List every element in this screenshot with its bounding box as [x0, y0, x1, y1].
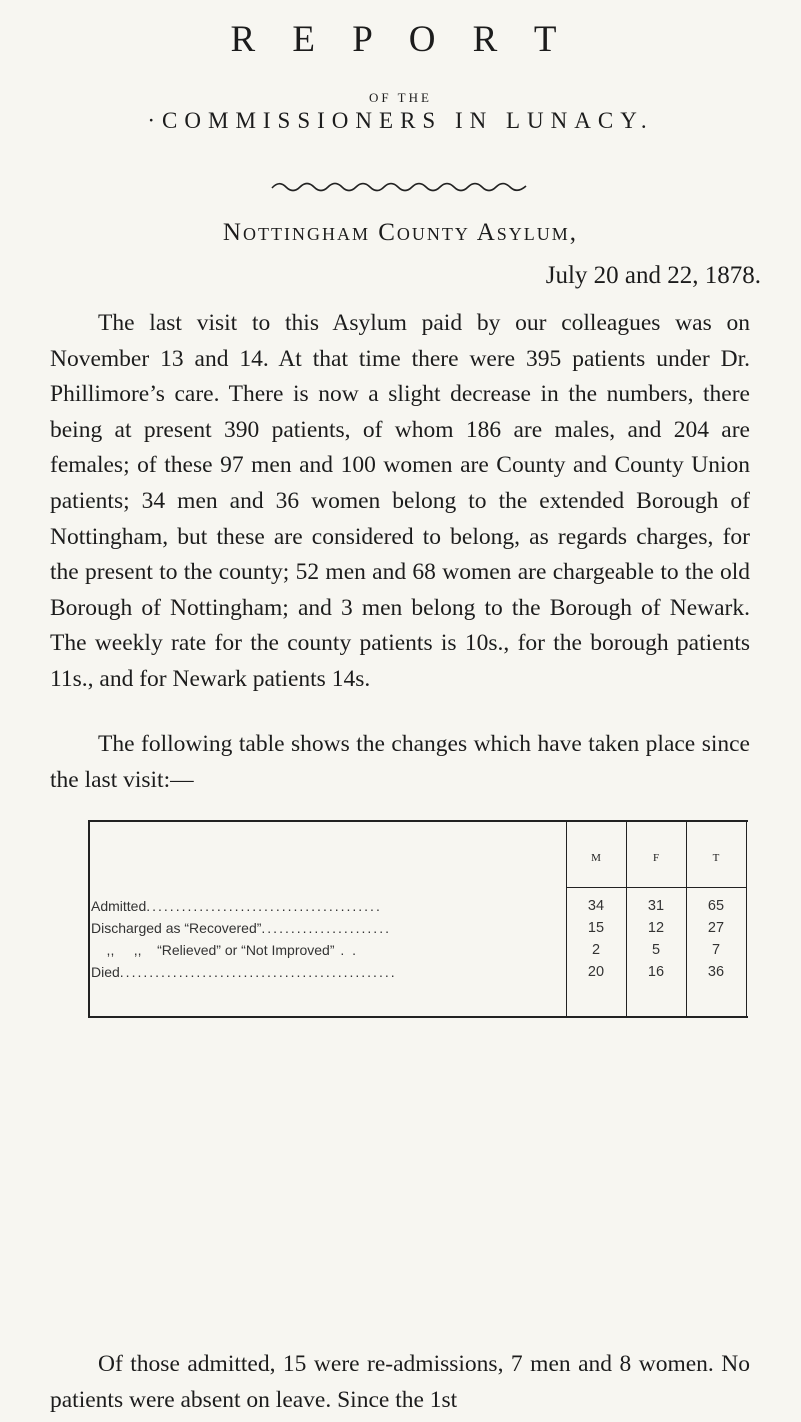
row-label-text: Discharged as “Recovered”: [91, 920, 262, 936]
table-top-rule: [88, 820, 748, 822]
table-row-label: [91, 898, 382, 914]
cell-died-m: 20: [587, 964, 605, 980]
visit-date: July 20 and 22, 1878.: [545, 262, 761, 289]
leader-dots: ...............................................: [119, 964, 397, 980]
row-label-text: Died: [91, 964, 120, 980]
cell-relieved-f: 5: [651, 942, 661, 958]
cell-admitted-f: 31: [647, 898, 665, 914]
row-label-text: ,, ,, “Relieved” or “Not Improved”: [91, 942, 335, 958]
table-row-label: [91, 964, 397, 980]
table-row-label: [91, 920, 391, 936]
paragraph-table-intro: The following table shows the changes which have taken place since the last visit:—: [50, 731, 750, 793]
column-header-t: T: [712, 852, 720, 864]
column-header-m: M: [591, 852, 601, 864]
leader-dots: ......................: [261, 920, 391, 936]
table-left-rule: [88, 820, 90, 1017]
table-divider-m-f: [626, 820, 627, 1017]
cell-died-f: 16: [647, 964, 665, 980]
table-row-label: [91, 942, 358, 958]
table-divider-f-t: [686, 820, 687, 1017]
table-right-rule: [746, 820, 747, 1017]
leader-dots: . .: [334, 942, 359, 958]
column-header-f: F: [652, 852, 660, 864]
row-label-text: Admitted: [91, 898, 147, 914]
cell-recovered-t: 27: [707, 920, 725, 936]
cell-recovered-f: 12: [647, 920, 665, 936]
cell-recovered-m: 15: [587, 920, 605, 936]
cell-admitted-m: 34: [587, 898, 605, 914]
table-bottom-rule: [88, 1016, 748, 1018]
cell-relieved-m: 2: [591, 942, 601, 958]
leader-dots: ........................................: [146, 898, 382, 914]
commissioners-heading: ·COMMISSIONERS IN LUNACY.: [147, 108, 654, 133]
wavy-rule-ornament: [270, 178, 530, 192]
table-header-rule: [566, 887, 746, 888]
report-title: R E P O R T: [230, 19, 571, 60]
changes-table: [88, 820, 748, 1018]
paragraph-readmissions: Of those admitted, 15 were re-admissions, 7 men and 8 women. No patients were absent on leave. Since the 1st: [50, 1351, 750, 1413]
paragraph-visit-summary: The last visit to this Asylum paid by our colleagues was on November 13 and 14. At that time there were 395 patients under Dr. Phillimore’s care. There is now a slight decrease in the numbers, there being at present 390 patients, of whom 186 are males, and 204 are females; of these 97 men and 100 women are County and County Union patients; 34 men and 36 women belong to the extended Borough of Nottingham, but these are considered to belong, as regards charges, for the present to the county; 52 men and 68 women are chargeable to the old Borough of Nottingham; and 3 men belong to the Borough of Newark. The weekly rate for the county patients is 10s., for the borough patients 11s., and for Newark patients 14s.: [50, 310, 750, 692]
of-the-subtitle: OF THE: [369, 90, 432, 105]
asylum-name: Nottingham County Asylum,: [222, 219, 579, 246]
cell-relieved-t: 7: [711, 942, 721, 958]
table-divider-label-m: [566, 820, 567, 1017]
cell-admitted-t: 65: [707, 898, 725, 914]
cell-died-t: 36: [707, 964, 725, 980]
